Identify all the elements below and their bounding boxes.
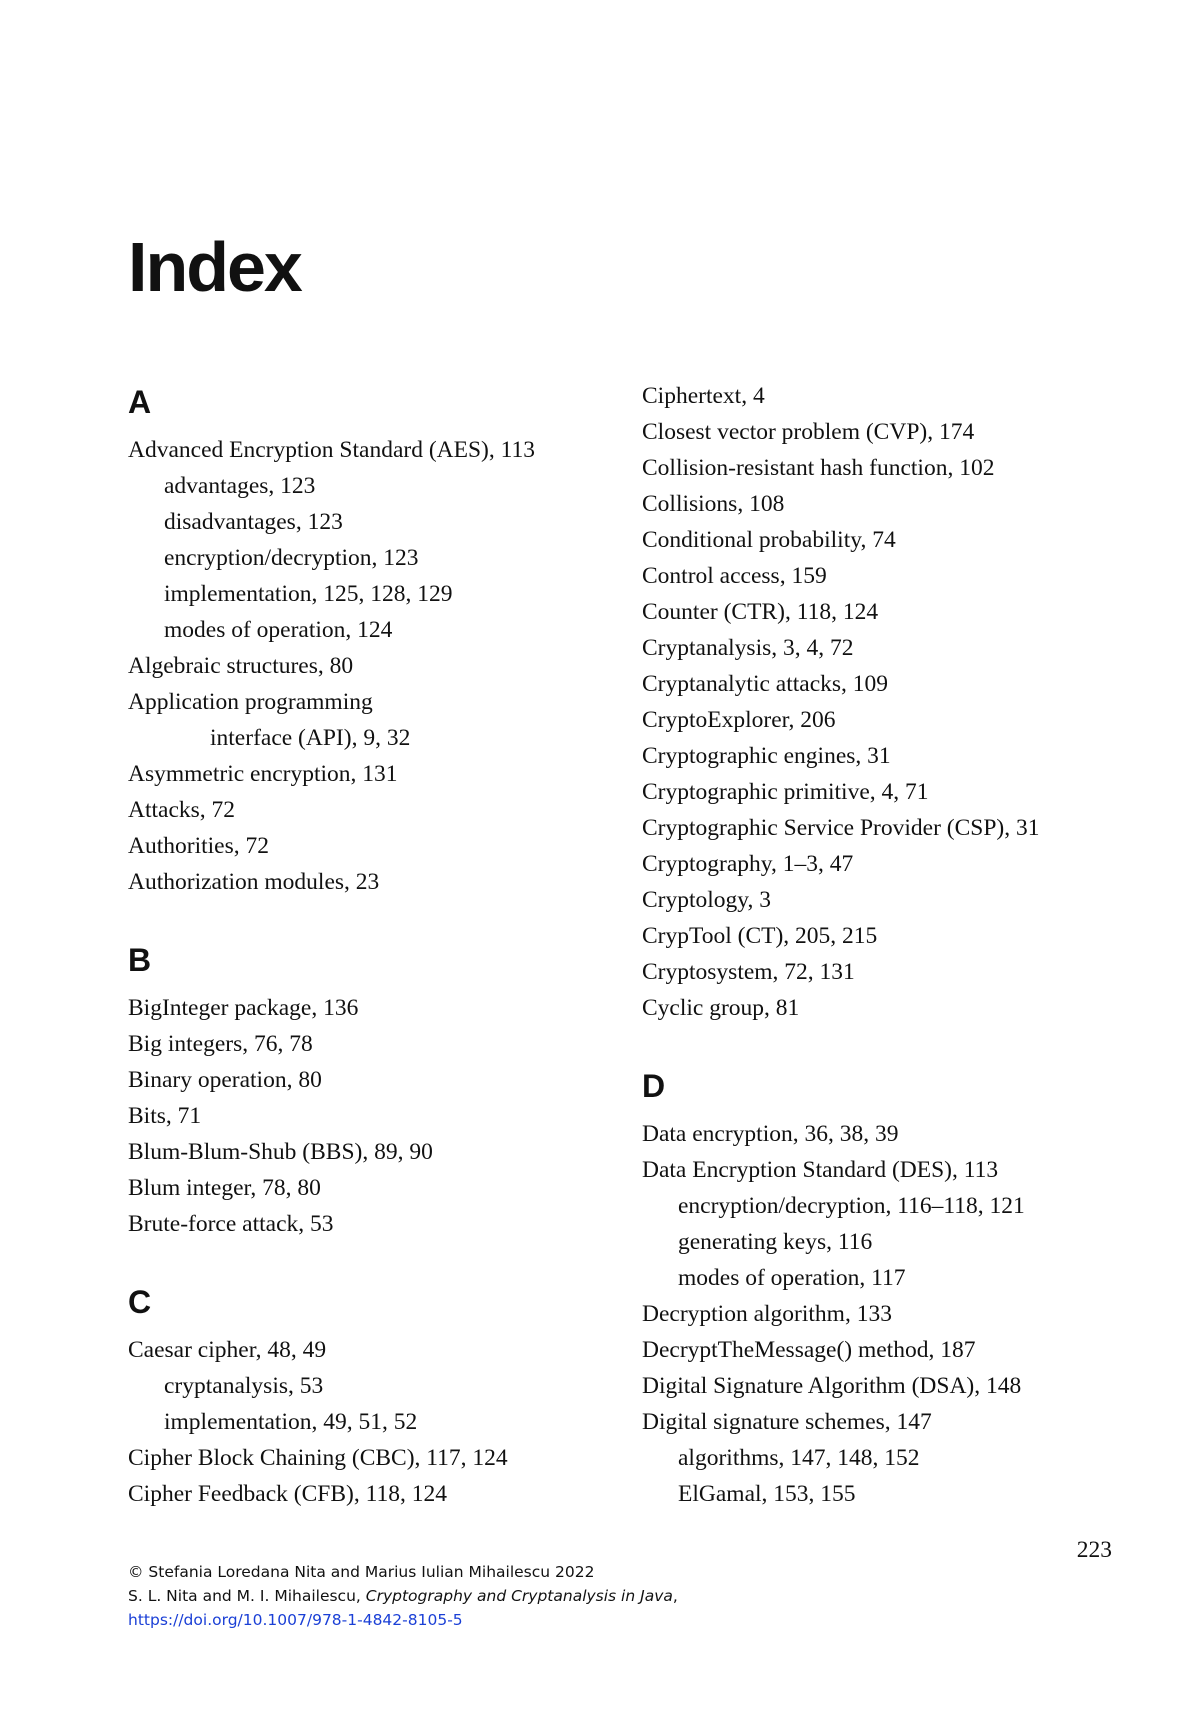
index-entry-list <box>128 1332 648 1512</box>
index-entry: Cyclic group, 81 <box>642 995 800 1021</box>
index-entry: Digital Signature Algorithm (DSA), 148 <box>642 1373 1022 1399</box>
index-entry: Cryptosystem, 72, 131 <box>642 959 855 985</box>
index-subentry: modes of operation, 117 <box>678 1265 906 1291</box>
index-entry: CryptoExplorer, 206 <box>642 707 836 733</box>
index-column-left <box>128 378 648 1512</box>
index-entry: interface (API), 9, 32 <box>210 725 411 751</box>
section-letter: A <box>128 384 152 420</box>
citation-line <box>128 1584 678 1608</box>
index-entry: Attacks, 72 <box>128 797 236 823</box>
index-subentry: cryptanalysis, 53 <box>164 1373 324 1399</box>
index-entry: Asymmetric encryption, 131 <box>128 761 398 787</box>
index-entry: Caesar cipher, 48, 49 <box>128 1337 327 1363</box>
index-entry: Blum integer, 78, 80 <box>128 1175 321 1201</box>
page-title: Index <box>128 228 301 306</box>
index-column-right <box>642 378 1172 1512</box>
index-entry: Big integers, 76, 78 <box>128 1031 313 1057</box>
index-entry: Cryptanalytic attacks, 109 <box>642 671 889 697</box>
index-entry: Cryptographic engines, 31 <box>642 743 891 769</box>
index-entry: Conditional probability, 74 <box>642 527 896 553</box>
index-subentry: ElGamal, 153, 155 <box>678 1481 856 1507</box>
index-entry-list <box>128 432 648 900</box>
index-subentry: algorithms, 147, 148, 152 <box>678 1445 920 1471</box>
index-subentry: encryption/decryption, 116–118, 121 <box>678 1193 1025 1219</box>
section-letter: C <box>128 1284 152 1320</box>
index-section <box>128 378 648 900</box>
index-entry: Cipher Feedback (CFB), 118, 124 <box>128 1481 447 1507</box>
copyright-line: © Stefania Loredana Nita and Marius Iulian Mihailescu 2022 <box>128 1563 595 1581</box>
index-subentry: implementation, 125, 128, 129 <box>164 581 453 607</box>
index-entry: Cryptology, 3 <box>642 887 772 913</box>
index-entry: BigInteger package, 136 <box>128 995 359 1021</box>
index-subentry: advantages, 123 <box>164 473 316 499</box>
doi-link[interactable]: https://doi.org/10.1007/978-1-4842-8105-5 <box>128 1611 463 1629</box>
index-entry: Cryptographic Service Provider (CSP), 31 <box>642 815 1040 841</box>
index-entry: Brute-force attack, 53 <box>128 1211 334 1237</box>
section-letter: B <box>128 942 152 978</box>
index-subentry: implementation, 49, 51, 52 <box>164 1409 418 1435</box>
index-entry: DecryptTheMessage() method, 187 <box>642 1337 976 1363</box>
index-section <box>642 378 1172 1026</box>
index-entry: Blum-Blum-Shub (BBS), 89, 90 <box>128 1139 433 1165</box>
index-subentry: disadvantages, 123 <box>164 509 343 535</box>
index-entry: Application programming <box>128 689 373 715</box>
index-entry: Algebraic structures, 80 <box>128 653 354 679</box>
index-entry: Counter (CTR), 118, 124 <box>642 599 879 625</box>
index-entry: Data encryption, 36, 38, 39 <box>642 1121 899 1147</box>
index-entry-list <box>128 990 648 1242</box>
index-section <box>128 936 648 1242</box>
index-entry-list <box>642 378 1172 1026</box>
index-entry-list <box>642 1116 1172 1512</box>
index-subentry: encryption/decryption, 123 <box>164 545 419 571</box>
index-entry: CrypTool (CT), 205, 215 <box>642 923 878 949</box>
index-entry: Cryptanalysis, 3, 4, 72 <box>642 635 854 661</box>
index-entry: Binary operation, 80 <box>128 1067 322 1093</box>
index-subentry: modes of operation, 124 <box>164 617 393 643</box>
index-entry: Collisions, 108 <box>642 491 785 517</box>
index-entry: Digital signature schemes, 147 <box>642 1409 932 1435</box>
index-entry: Advanced Encryption Standard (AES), 113 <box>128 437 536 463</box>
section-letter: D <box>642 1068 666 1104</box>
index-entry: Bits, 71 <box>128 1103 202 1129</box>
index-entry: Cryptography, 1–3, 47 <box>642 851 854 877</box>
citation-book-title: Cryptography and Cryptanalysis in Java <box>365 1587 673 1605</box>
index-subentry: generating keys, 116 <box>678 1229 873 1255</box>
index-entry: Closest vector problem (CVP), 174 <box>642 419 975 445</box>
index-entry: Collision-resistant hash function, 102 <box>642 455 995 481</box>
index-entry: Cryptographic primitive, 4, 71 <box>642 779 929 805</box>
index-entry: Ciphertext, 4 <box>642 383 765 409</box>
index-section <box>642 1062 1172 1512</box>
page-number: 223 <box>1076 1537 1112 1563</box>
citation-end: , <box>672 1587 678 1605</box>
index-section <box>128 1278 648 1512</box>
index-entry: Authorities, 72 <box>128 833 269 859</box>
citation-authors: S. L. Nita and M. I. Mihailescu, <box>128 1587 366 1605</box>
index-entry: Authorization modules, 23 <box>128 869 380 895</box>
index-entry: Decryption algorithm, 133 <box>642 1301 892 1327</box>
index-entry: Cipher Block Chaining (CBC), 117, 124 <box>128 1445 508 1471</box>
copyright-footer <box>128 1560 678 1632</box>
index-entry: Control access, 159 <box>642 563 827 589</box>
index-entry: Data Encryption Standard (DES), 113 <box>642 1157 999 1183</box>
